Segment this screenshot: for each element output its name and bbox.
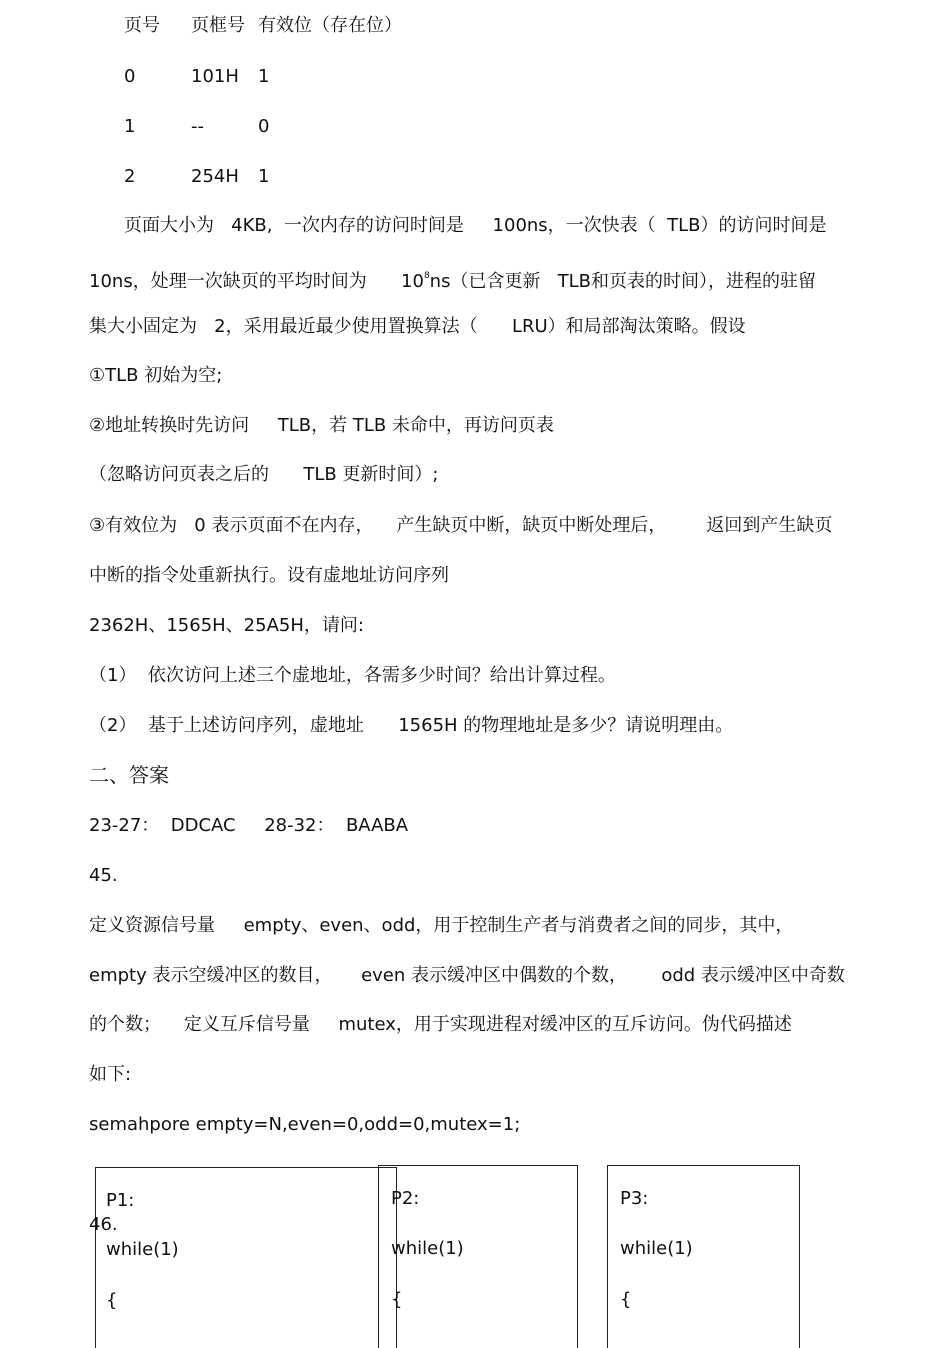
mc-answers: 23-27： DDCAC 28-32： BAABA [89,815,409,836]
description-line: empty 表示空缓冲区的数目， even 表示缓冲区中偶数的个数， odd 表示缓冲区中奇数 [89,965,845,986]
loop-statement: while(1) [620,1238,693,1259]
question-number-46: 46. [89,1214,118,1235]
loop-statement: while(1) [106,1239,179,1260]
open-brace: { [106,1290,118,1311]
process-label-p1: P1: [106,1190,135,1211]
open-brace: { [391,1289,403,1310]
table-cell: 101H [191,66,239,87]
question-1: （1） 依次访问上述三个虚地址，各需多少时间？给出计算过程。 [89,665,616,686]
assumption-1: ①TLB 初始为空; [89,365,223,386]
paragraph-line: 集大小固定为 2，采用最近最少使用置换算法（ LRU）和局部淘汰策略。假设 [89,316,746,337]
assumption-3: ③有效位为 0 表示页面不在内存， 产生缺页中断，缺页中断处理后， 返回到产生缺页 [89,515,833,536]
description-line: 如下: [89,1064,132,1085]
process-label-p2: P2: [391,1188,420,1209]
exponent: 8 [423,271,430,281]
table-cell: 1 [258,66,270,87]
table-header-valid-bit: 有效位（存在位） [258,15,402,36]
table-cell: 254H [191,166,239,187]
table-cell: 1 [258,166,270,187]
description-line: 定义资源信号量 empty、even、odd，用于控制生产者与消费者之间的同步，其中， [89,915,794,936]
paragraph-line: 页面大小为 4KB, 一次内存的访问时间是 100ns，一次快表（ TLB）的访问时间是 [124,215,827,236]
assumption-2-note: （忽略访问页表之后的 TLB 更新时间）; [89,464,439,485]
process-label-p3: P3: [620,1188,649,1209]
answers-heading: 二、答案 [89,763,169,787]
assumption-2: ②地址转换时先访问 TLB，若 TLB 未命中，再访问页表 [89,415,554,436]
table-cell: 2 [124,166,136,187]
table-header-frame-no: 页框号 [191,15,245,36]
semaphore-declaration: semahpore empty=N,even=0,odd=0,mutex=1; [89,1114,521,1135]
table-cell: 1 [124,116,136,137]
description-line: 的个数； 定义互斥信号量 mutex，用于实现进程对缓冲区的互斥访问。伪代码描述 [89,1014,792,1035]
table-cell: -- [191,116,204,137]
paragraph-text: ns（已含更新 TLB和页表的时间），进程的驻留 [429,271,816,292]
table-cell: 0 [124,66,136,87]
question-2: （2） 基于上述访问序列，虚地址 1565H 的物理地址是多少？请说明理由。 [89,715,734,736]
question-number-45: 45. [89,865,118,886]
paragraph-line [89,265,816,293]
table-cell: 0 [258,116,270,137]
open-brace: { [620,1289,632,1310]
loop-statement: while(1) [391,1238,464,1259]
table-header-page-no: 页号 [124,15,160,36]
paragraph-text: 10ns，处理一次缺页的平均时间为 10 [89,271,424,292]
assumption-3-cont: 中断的指令处重新执行。设有虚地址访问序列 [89,565,449,586]
address-sequence: 2362H、1565H、25A5H，请问: [89,615,364,636]
